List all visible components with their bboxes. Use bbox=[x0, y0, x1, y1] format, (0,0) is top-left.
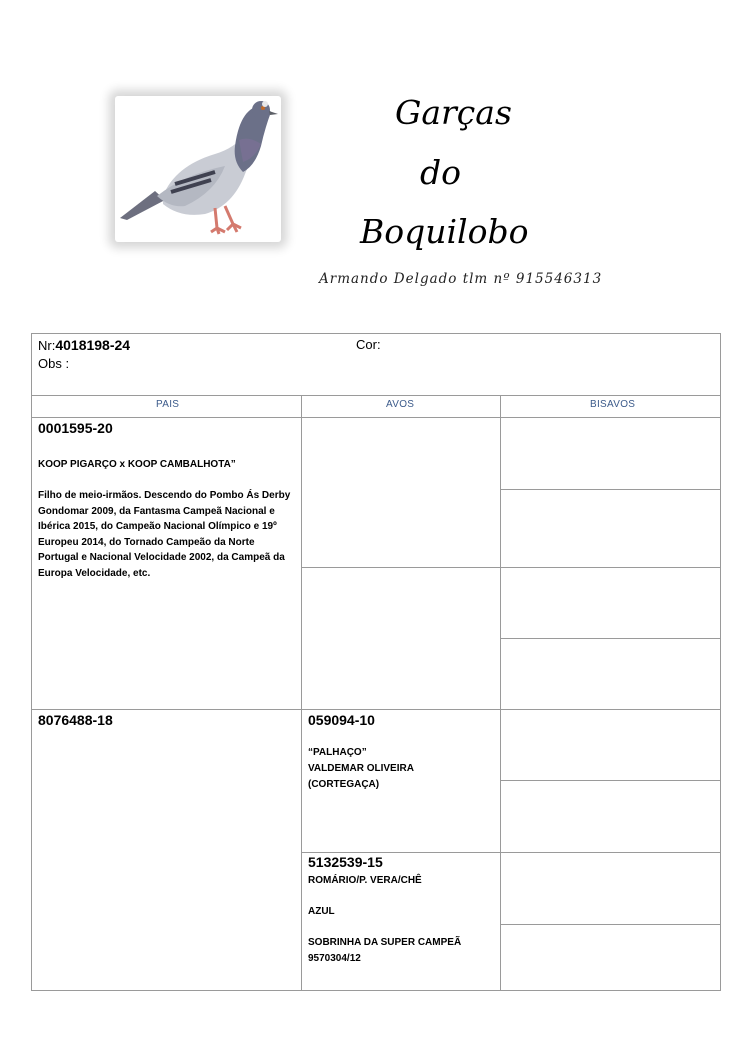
divider bbox=[500, 924, 720, 925]
divider bbox=[301, 567, 720, 568]
granddam-ring: 5132539-15 bbox=[308, 854, 383, 870]
father-description: Filho de meio-irmãos. Descendo do Pombo Ás Derby Gondomar 2009, da Fantasma Campeã Nacional e Ibérica 2015, do Campeão Nacional Olímpico e 19º Europeu 2014, do Tornado Campeão da Norte Portugal e Nacional Velocidade 2002, da Campeã da Europa Velocidade, etc. bbox=[38, 490, 291, 579]
column-header-bisavos: BISAVOS bbox=[590, 399, 636, 410]
granddam-line3: SOBRINHA DA SUPER CAMPEÃ bbox=[308, 937, 462, 948]
pigeon-photo bbox=[115, 96, 281, 242]
title-line-2: do bbox=[420, 153, 461, 192]
title-line-1: Garças bbox=[395, 93, 512, 132]
grandsire-name: “PALHAÇO” bbox=[308, 747, 367, 758]
divider bbox=[32, 417, 720, 418]
title-line-3: Boquilobo bbox=[360, 212, 529, 251]
granddam-line1: ROMÁRIO/P. VERA/CHÊ bbox=[308, 875, 422, 886]
divider bbox=[301, 852, 720, 853]
grandsire-breeder: VALDEMAR OLIVEIRA bbox=[308, 763, 414, 774]
father-name: KOOP PIGARÇO x KOOP CAMBALHOTA” bbox=[38, 459, 236, 470]
nr-label: Nr: bbox=[38, 338, 56, 353]
divider bbox=[500, 780, 720, 781]
column-divider bbox=[301, 395, 302, 991]
mother-ring: 8076488-18 bbox=[38, 712, 113, 728]
nr-field bbox=[38, 337, 130, 353]
divider bbox=[32, 709, 720, 710]
granddam-color: AZUL bbox=[308, 906, 335, 917]
column-header-pais: PAIS bbox=[156, 399, 180, 410]
pedigree-card bbox=[31, 333, 721, 991]
contact-line: Armando Delgado tlm nº 915546313 bbox=[319, 271, 603, 287]
column-divider bbox=[500, 395, 501, 991]
pigeon-icon bbox=[115, 96, 281, 242]
divider bbox=[32, 395, 720, 396]
father-ring: 0001595-20 bbox=[38, 420, 113, 436]
obs-label: Obs : bbox=[38, 356, 70, 371]
grandsire-ring: 059094-10 bbox=[308, 712, 375, 728]
grandsire-location: (CORTEGAÇA) bbox=[308, 779, 380, 790]
divider bbox=[500, 489, 720, 490]
cor-label: Cor: bbox=[356, 337, 381, 352]
divider bbox=[500, 638, 720, 639]
granddam-line4: 9570304/12 bbox=[308, 953, 361, 964]
nr-value: 4018198-24 bbox=[55, 337, 131, 353]
column-header-avos: AVOS bbox=[386, 399, 415, 410]
